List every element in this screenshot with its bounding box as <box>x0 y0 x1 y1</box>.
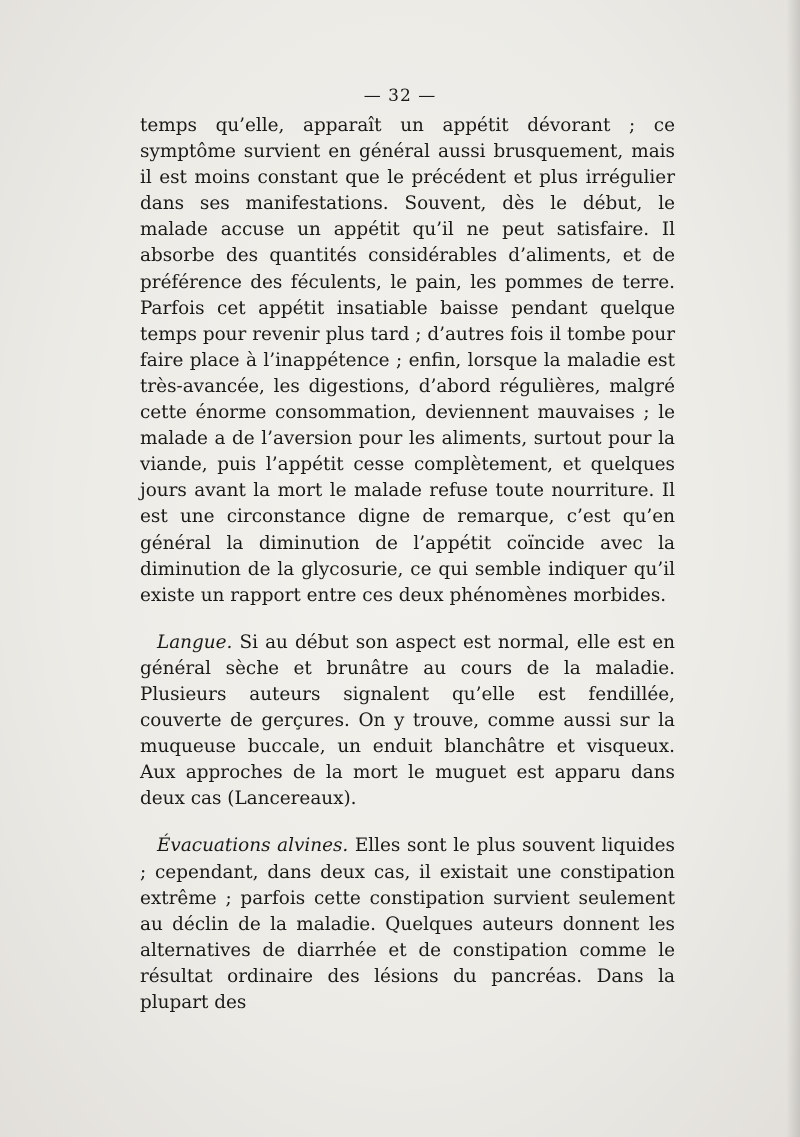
body-text <box>140 113 675 1016</box>
section-heading-evacuations: Évacuations alvines. <box>157 835 349 857</box>
page-number: — 32 — <box>363 86 437 106</box>
page-edge-shadow <box>786 0 800 1137</box>
paragraph-text: temps qu’elle, apparaît un appétit dévorant ; ce symptôme survient en général aussi brusquement, mais il est moins constant que le précédent et plus irrégulier dans ses manifestations. Souvent, dès le début, le malade accuse un appétit qu’il ne peut satisfaire. Il absorbe des quantités considérables d’aliments, et de préférence des féculents, le pain, les pommes de terre. Parfois cet appétit insatiable baisse pendant quelque temps pour revenir plus tard ; d’autres fois il tombe pour faire place à l’inappétence ; enfin, lorsque la maladie est très-avancée, les digestions, d’abord régulières, malgré cette énorme consommation, deviennent mauvaises ; le malade a de l’aversion pour les aliments, surtout pour la viande, puis l’appétit cesse complètement, et quelques jours avant la mort le malade refuse toute nourriture. Il est une circonstance digne de remarque, c’est qu’en général la diminution de l’appétit coïncide avec la diminution de la glycosurie, ce qui semble indiquer qu’il existe un rapport entre ces deux phénomènes morbides. <box>140 115 675 606</box>
section-heading-langue: Langue. <box>157 631 233 653</box>
paragraph-evacuations <box>140 833 675 1016</box>
paragraph-text: Elles sont le plus souvent liquides ; cependant, dans deux cas, il existait une constipation extrême ; parfois cette constipation survient seulement au déclin de la maladie. Quelques auteurs donnent les alternatives de diarrhée et de constipation comme le résultat ordinaire des lésions du pancréas. Dans la plupart des <box>140 835 675 1013</box>
paragraph-text: Si au début son aspect est normal, elle est en général sèche et brunâtre au cours de la maladie. Plusieurs auteurs signalent qu’elle est fendillée, couverte de gerçures. On y trouve, comme aussi sur la muqueuse buccale, un enduit blanchâtre et visqueux. Aux approches de la mort le muguet est apparu dans deux cas (Lancereaux). <box>140 631 675 810</box>
paragraph-langue <box>140 630 675 813</box>
paragraph-appetit <box>140 113 675 609</box>
